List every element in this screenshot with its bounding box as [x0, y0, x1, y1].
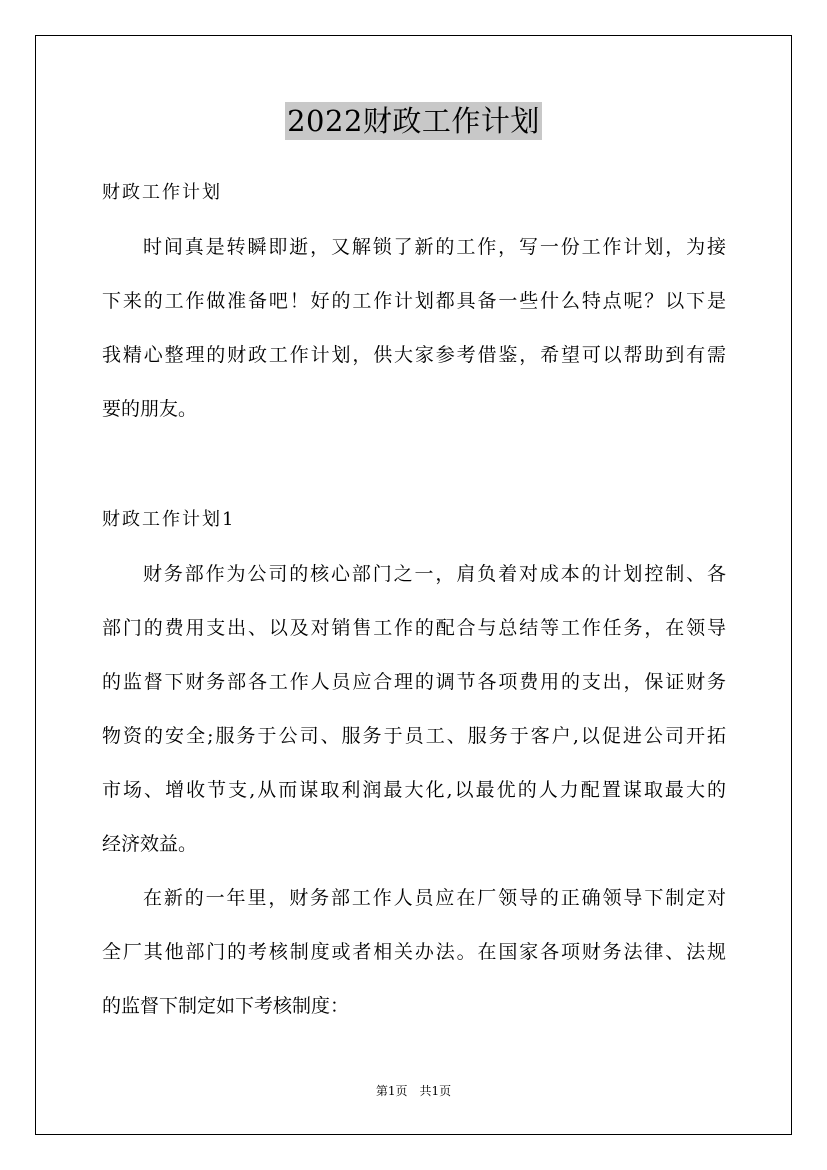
document-title: 2022财政工作计划 — [287, 104, 540, 138]
section1-heading: 财政工作计划1 — [102, 509, 236, 530]
section1-p1-line: 财务部作为公司的核心部门之一，肩负着对成本的计划控制、各 — [143, 563, 726, 585]
section1-p1-line: 经济效益。 — [102, 833, 198, 855]
intro-line: 我精心整理的财政工作计划，供大家参考借鉴，希望可以帮助到有需 — [102, 344, 726, 366]
section1-p1-line: 物资的安全;服务于公司、服务于员工、服务于客户,以促进公司开拓 — [102, 725, 726, 747]
section1-p2-line: 的监督下制定如下考核制度： — [102, 995, 350, 1017]
intro-line: 要的朋友。 — [102, 398, 198, 420]
section1-p2-line: 全厂其他部门的考核制度或者相关办法。在国家各项财务法律、法规 — [102, 941, 726, 963]
section1-p2-line: 在新的一年里，财务部工作人员应在厂领导的正确领导下制定对 — [143, 887, 726, 909]
subtitle: 财政工作计划 — [102, 182, 222, 203]
title-container — [0, 102, 827, 140]
intro-line: 时间真是转瞬即逝，又解锁了新的工作，写一份工作计划，为接 — [143, 236, 726, 258]
section1-p1-line: 的监督下财务部各工作人员应合理的调节各项费用的支出，保证财务 — [102, 671, 726, 693]
intro-line: 下来的工作做准备吧！好的工作计划都具备一些什么特点呢？以下是 — [102, 290, 726, 312]
page-number: 第1页 共1页 — [375, 1084, 452, 1098]
section1-p1-line: 市场、增收节支,从而谋取利润最大化,以最优的人力配置谋取最大的 — [102, 779, 726, 801]
section1-p1-line: 部门的费用支出、以及对销售工作的配合与总结等工作任务，在领导 — [102, 617, 726, 639]
